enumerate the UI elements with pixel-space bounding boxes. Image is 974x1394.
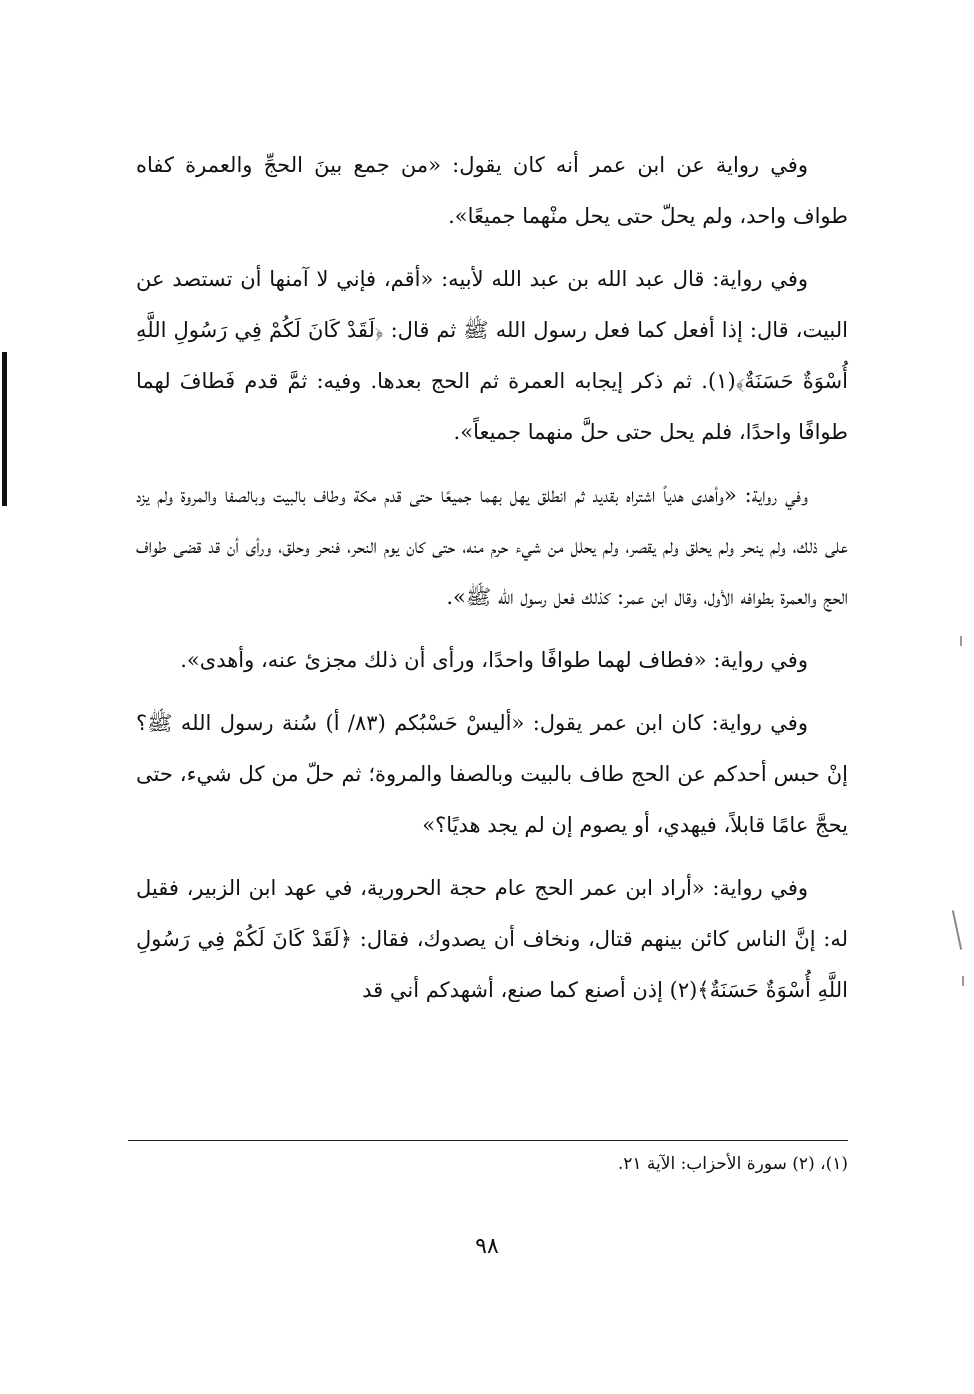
page-number: ٩٨: [475, 1234, 499, 1259]
scan-dot: [960, 636, 962, 646]
paragraph: وفي رواية: «أراد ابن عمر الحج عام حجة الحرورية، في عهد ابن الزبير، فقيل له: إنَّ الناس كائن بينهم قتال، ونخاف أن يصدوك، فقال: ﴿لَقَدْ كَانَ لَكُمْ فِي رَسُولِ اللَّهِ أُسْوَةٌ حَسَنَةٌ﴾(٢) إذن أصنع كما صنع، أشهدكم أني قد: [136, 876, 848, 1002]
scan-edge-mark: [952, 910, 962, 950]
main-text: [136, 140, 848, 1028]
paragraph: وفي رواية عن ابن عمر أنه كان يقول: «من جمع بينَ الحجِّ والعمرة كفاه طواف واحد، ولم يحلّ حتى يحل منْهما جميعًا».: [136, 153, 848, 228]
scan-dot: [962, 976, 964, 986]
paragraph: وفي رواية: قال عبد الله بن عبد الله لأبيه: «أقم، فإني لا آمنها أن تستصد عن البيت، قال: إذا أفعل كما فعل رسول الله ﷺ ثم قال: ﴿لَقَدْ كَانَ لَكُمْ فِي رَسُولِ اللَّهِ أُسْوَةٌ حَسَنَةٌ﴾(١). ثم ذكر إيجابه العمرة ثم الحج بعدها. وفيه: ثمَّ قدم فَطافَ لهما طوافًا واحدًا، فلم يحل حتى حلَّ منهما جميعاً».: [136, 267, 848, 444]
footnote-divider: [128, 1140, 848, 1141]
paragraph: وفي رواية: كان ابن عمر يقول: «أليسْ حَسْبُكم (٨٣/ أ) سُنة رسول الله ﷺ؟ إنْ حبس أحدكم عن الحج طاف بالبيت وبالصفا والمروة؛ ثم حلّ من كل شيء، حتى يحجَّ عامًا قابلاً، فيهدي، أو يصوم إن لم يجد هديًا؟»: [136, 711, 848, 837]
footnote: (١)، (٢) سورة الأحزاب: الآية ٢١.: [617, 1154, 848, 1174]
scan-margin-bar: [2, 352, 7, 506]
paragraph: وفي رواية: «وأهدى هدياً اشتراه بقديد ثم انطلق يهل بهما جميعًا حتى قدم مكة وطاف بالبيت وبالصفا والمروة ولم يزد على ذلك، ولم ينحر ولم يحلق ولم يقصر، ولم يحلل من شيء حرم منه، حتى كان يوم النحر، فنحر وحلق، ورأى أن قد قضى طواف الحج والعمرة بطوافه الأول، وقال ابن عمر: كذلك فعل رسول الله ﷺ».: [136, 483, 848, 609]
paragraph: وفي رواية: «فطاف لهما طوافًا واحدًا، ورأى أن ذلك مجزئ عنه، وأهدى».: [180, 648, 808, 672]
